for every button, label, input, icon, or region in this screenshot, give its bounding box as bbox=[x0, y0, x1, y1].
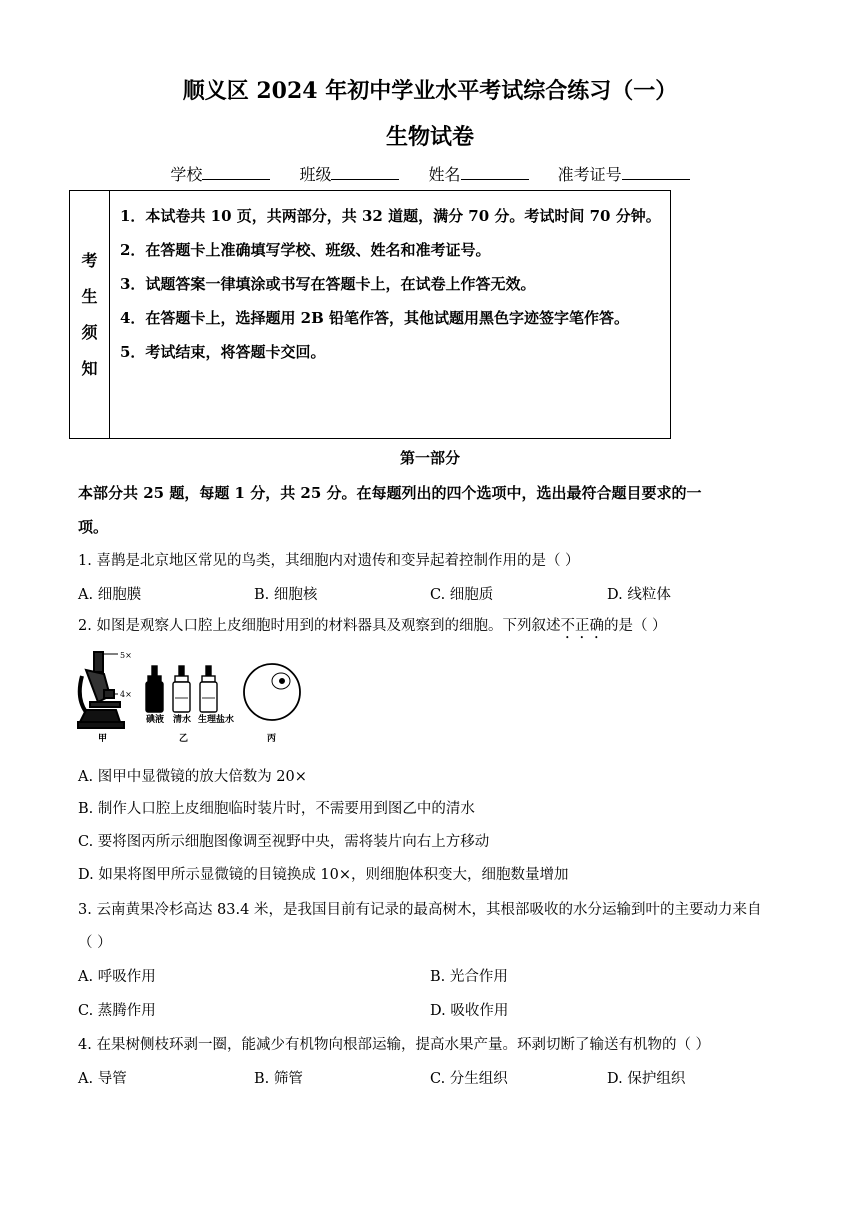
notice-item: 4．在答题卡上，选择题用 2B 铅笔作答，其他试题用黑色字迹签字笔作答。 bbox=[120, 309, 629, 327]
q2-figure bbox=[76, 648, 306, 748]
field-class[interactable]: 班级 bbox=[299, 165, 399, 184]
microscope-icon bbox=[78, 652, 124, 728]
objective-label: 4× bbox=[120, 690, 132, 699]
figure-caption: 丙 bbox=[267, 734, 277, 744]
question-3-stem-cont: （ ） bbox=[78, 935, 112, 951]
iodine-bottle-icon bbox=[146, 666, 163, 712]
candidate-fields bbox=[0, 162, 860, 185]
q4-option-d[interactable]: D. 保护组织 bbox=[607, 1071, 686, 1087]
part-instruction-cont: 项。 bbox=[78, 518, 109, 536]
field-of-view-icon bbox=[244, 664, 300, 720]
notice-item: 5．考试结束，将答题卡交回。 bbox=[120, 343, 326, 361]
q1-option-b[interactable]: B. 细胞核 bbox=[254, 587, 318, 603]
question-3-stem: 3. 云南黄果冷杉高达 83.4 米，是我国目前有记录的最高树木，其根部吸收的水分运输到叶的主要动力来自 bbox=[78, 902, 762, 918]
figure-caption: 乙 bbox=[179, 734, 189, 744]
q1-option-a[interactable]: A. 细胞膜 bbox=[78, 587, 142, 603]
question-1-stem: 1. 喜鹊是北京地区常见的鸟类，其细胞内对遗传和变异起着控制作用的是（ ） bbox=[78, 553, 580, 569]
water-bottle-icon bbox=[173, 666, 190, 712]
field-name[interactable]: 姓名 bbox=[429, 165, 529, 184]
bottle-label: 生理盐水 bbox=[198, 715, 235, 725]
q4-option-b[interactable]: B. 筛管 bbox=[254, 1071, 303, 1087]
part-instruction: 本部分共 25 题，每题 1 分，共 25 分。在每题列出的四个选项中，选出最符合题目要求的一 bbox=[78, 484, 702, 502]
notice-box bbox=[69, 190, 671, 439]
q2-option-a[interactable]: A. 图甲中显微镜的放大倍数为 20× bbox=[78, 769, 307, 785]
emphasis-text: 不正确 bbox=[560, 618, 604, 634]
notice-item: 2．在答题卡上准确填写学校、班级、姓名和准考证号。 bbox=[120, 241, 491, 259]
exam-subtitle: 生物试卷 bbox=[385, 124, 474, 150]
bottle-label: 碘液 bbox=[146, 715, 165, 725]
exam-title: 顺义区 2024 年初中学业水平考试综合练习（一） bbox=[182, 78, 678, 104]
q2-option-d[interactable]: D. 如果将图甲所示显微镜的目镜换成 10×，则细胞体积变大，细胞数量增加 bbox=[78, 867, 569, 883]
q2-option-b[interactable]: B. 制作人口腔上皮细胞临时装片时，不需要用到图乙中的清水 bbox=[78, 801, 475, 817]
notice-side-label: 考 生 须 知 bbox=[70, 191, 110, 439]
q4-option-c[interactable]: C. 分生组织 bbox=[430, 1071, 508, 1087]
q2-option-c[interactable]: C. 要将图丙所示细胞图像调至视野中央，需将装片向右上方移动 bbox=[78, 834, 490, 850]
q1-option-c[interactable]: C. 细胞质 bbox=[430, 587, 494, 603]
notice-items bbox=[110, 191, 671, 439]
eyepiece-label: 5× bbox=[120, 651, 132, 660]
q3-option-a[interactable]: A. 呼吸作用 bbox=[78, 969, 156, 985]
q3-option-b[interactable]: B. 光合作用 bbox=[430, 969, 508, 985]
notice-item: 3．试题答案一律填涂或书写在答题卡上，在试卷上作答无效。 bbox=[120, 275, 536, 293]
field-exam-number[interactable]: 准考证号 bbox=[558, 165, 690, 184]
question-2-stem: 2. 如图是观察人口腔上皮细胞时用到的材料器具及观察到的细胞。下列叙述不正确的是（ ） bbox=[78, 618, 667, 634]
question-4-stem: 4. 在果树侧枝环剥一圈，能减少有机物向根部运输，提高水果产量。环剥切断了输送有机物的（ ） bbox=[78, 1037, 711, 1053]
q3-option-c[interactable]: C. 蒸腾作用 bbox=[78, 1003, 156, 1019]
part-heading: 第一部分 bbox=[399, 449, 460, 467]
q4-option-a[interactable]: A. 导管 bbox=[78, 1071, 127, 1087]
microscope-figure bbox=[76, 648, 306, 748]
field-school[interactable]: 学校 bbox=[170, 165, 270, 184]
bottle-label: 清水 bbox=[173, 715, 192, 725]
figure-caption: 甲 bbox=[98, 734, 108, 744]
saline-bottle-icon bbox=[200, 666, 217, 712]
q1-option-d[interactable]: D. 线粒体 bbox=[607, 587, 671, 603]
notice-item: 1．本试卷共 10 页，共两部分，共 32 道题，满分 70 分。考试时间 70 分钟。 bbox=[120, 207, 661, 225]
q3-option-d[interactable]: D. 吸收作用 bbox=[430, 1003, 509, 1019]
